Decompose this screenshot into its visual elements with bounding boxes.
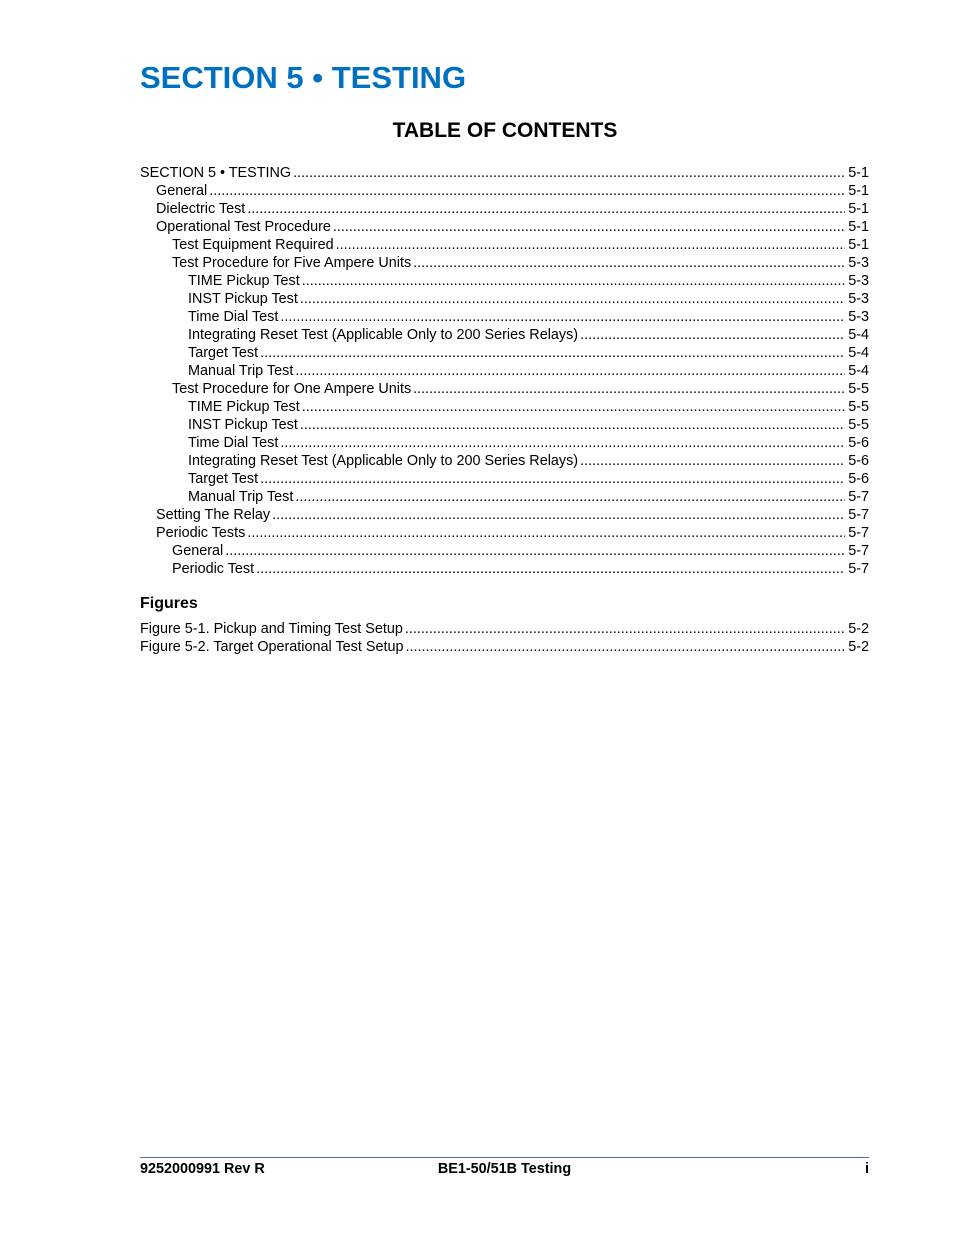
toc-entry-label: Operational Test Procedure (156, 219, 331, 235)
toc-entry[interactable] (140, 218, 869, 236)
toc-entry-page: 5-1 (848, 201, 869, 217)
dot-leader (302, 272, 845, 290)
dot-leader (280, 434, 845, 452)
dot-leader (302, 398, 845, 416)
table-of-contents (140, 164, 869, 578)
toc-entry-label: General (156, 183, 208, 199)
toc-entry-page: 5-6 (848, 435, 869, 451)
dot-leader (272, 506, 845, 524)
toc-entry-label: Test Procedure for Five Ampere Units (172, 255, 412, 271)
dot-leader (247, 200, 845, 218)
footer-page-number: i (865, 1161, 869, 1177)
toc-entry-label: Dielectric Test (156, 201, 246, 217)
toc-entry-page: 5-5 (848, 399, 869, 415)
toc-entry-label: TIME Pickup Test (188, 273, 300, 289)
toc-entry-page: 5-7 (848, 507, 869, 523)
figure-entry-label: Figure 5-1. Pickup and Timing Test Setup (140, 621, 403, 637)
toc-entry-label: General (172, 543, 224, 559)
footer-divider (140, 1157, 869, 1158)
toc-entry-page: 5-3 (848, 291, 869, 307)
toc-entry-label: TIME Pickup Test (188, 399, 300, 415)
toc-entry-page: 5-3 (848, 255, 869, 271)
list-of-figures (140, 620, 869, 656)
toc-entry[interactable] (140, 380, 869, 398)
dot-leader (580, 452, 845, 470)
toc-entry-label: Manual Trip Test (188, 363, 294, 379)
dot-leader (405, 638, 845, 656)
toc-entry[interactable] (140, 452, 869, 470)
dot-leader (260, 470, 845, 488)
figure-entry-page: 5-2 (848, 621, 869, 637)
toc-entry-page: 5-4 (848, 363, 869, 379)
toc-entry-label: INST Pickup Test (188, 417, 298, 433)
page-footer (140, 1160, 869, 1178)
dot-leader (413, 254, 845, 272)
toc-entry-page: 5-1 (848, 183, 869, 199)
toc-entry-label: Integrating Reset Test (Applicable Only to 200 Series Relays) (188, 453, 579, 469)
toc-entry[interactable] (140, 488, 869, 506)
toc-entry[interactable] (140, 290, 869, 308)
toc-entry-label: Setting The Relay (156, 507, 271, 523)
toc-entry-label: Test Procedure for One Ampere Units (172, 381, 412, 397)
toc-title: TABLE OF CONTENTS (392, 119, 618, 142)
section-title: SECTION 5 • TESTING (140, 60, 467, 95)
toc-entry[interactable] (140, 470, 869, 488)
toc-entry-page: 5-5 (848, 381, 869, 397)
dot-leader (580, 326, 845, 344)
figure-entry[interactable] (140, 638, 869, 656)
dot-leader (405, 620, 845, 638)
figure-entry[interactable] (140, 620, 869, 638)
toc-entry-label: Integrating Reset Test (Applicable Only to 200 Series Relays) (188, 327, 579, 343)
toc-entry-label: Target Test (188, 345, 259, 361)
toc-entry-label: Periodic Test (172, 561, 255, 577)
toc-entry[interactable] (140, 326, 869, 344)
toc-entry-page: 5-3 (848, 309, 869, 325)
toc-entry-page: 5-6 (848, 453, 869, 469)
figures-heading: Figures (140, 595, 198, 612)
dot-leader (256, 560, 845, 578)
toc-entry-page: 5-5 (848, 417, 869, 433)
dot-leader (293, 164, 845, 182)
toc-entry[interactable] (140, 416, 869, 434)
dot-leader (413, 380, 845, 398)
footer-doc-number: 9252000991 Rev R (140, 1161, 265, 1177)
dot-leader (336, 236, 846, 254)
toc-entry-page: 5-4 (848, 345, 869, 361)
toc-entry-label: Test Equipment Required (172, 237, 334, 253)
toc-entry-page: 5-6 (848, 471, 869, 487)
toc-entry-label: Manual Trip Test (188, 489, 294, 505)
toc-entry-page: 5-7 (848, 561, 869, 577)
dot-leader (260, 344, 845, 362)
toc-entry[interactable] (140, 542, 869, 560)
toc-entry-page: 5-4 (848, 327, 869, 343)
toc-entry-page: 5-7 (848, 543, 869, 559)
toc-entry-page: 5-7 (848, 525, 869, 541)
dot-leader (280, 308, 845, 326)
toc-entry-label: SECTION 5 • TESTING (140, 165, 292, 181)
toc-entry[interactable] (140, 254, 869, 272)
toc-entry-page: 5-1 (848, 219, 869, 235)
toc-entry-label: Time Dial Test (188, 435, 279, 451)
toc-entry[interactable] (140, 524, 869, 542)
toc-entry-page: 5-3 (848, 273, 869, 289)
toc-entry[interactable] (140, 182, 869, 200)
toc-entry[interactable] (140, 560, 869, 578)
toc-entry-page: 5-1 (848, 237, 869, 253)
dot-leader (225, 542, 845, 560)
toc-entry[interactable] (140, 272, 869, 290)
dot-leader (300, 290, 845, 308)
toc-entry[interactable] (140, 164, 869, 182)
toc-entry[interactable] (140, 434, 869, 452)
toc-entry-label: Target Test (188, 471, 259, 487)
toc-entry[interactable] (140, 398, 869, 416)
toc-entry-label: Time Dial Test (188, 309, 279, 325)
toc-entry-label: INST Pickup Test (188, 291, 298, 307)
figure-entry-page: 5-2 (848, 639, 869, 655)
footer-doc-title: BE1-50/51B Testing (437, 1161, 572, 1177)
figure-entry-label: Figure 5-2. Target Operational Test Setup (140, 639, 404, 655)
dot-leader (247, 524, 845, 542)
dot-leader (295, 488, 845, 506)
toc-entry-label: Periodic Tests (156, 525, 246, 541)
dot-leader (333, 218, 845, 236)
toc-entry[interactable] (140, 506, 869, 524)
toc-entry[interactable] (140, 236, 869, 254)
toc-entry[interactable] (140, 308, 869, 326)
dot-leader (300, 416, 845, 434)
toc-entry-page: 5-1 (848, 165, 869, 181)
dot-leader (209, 182, 845, 200)
dot-leader (295, 362, 845, 380)
toc-entry[interactable] (140, 362, 869, 380)
toc-entry[interactable] (140, 344, 869, 362)
toc-entry[interactable] (140, 200, 869, 218)
toc-entry-page: 5-7 (848, 489, 869, 505)
